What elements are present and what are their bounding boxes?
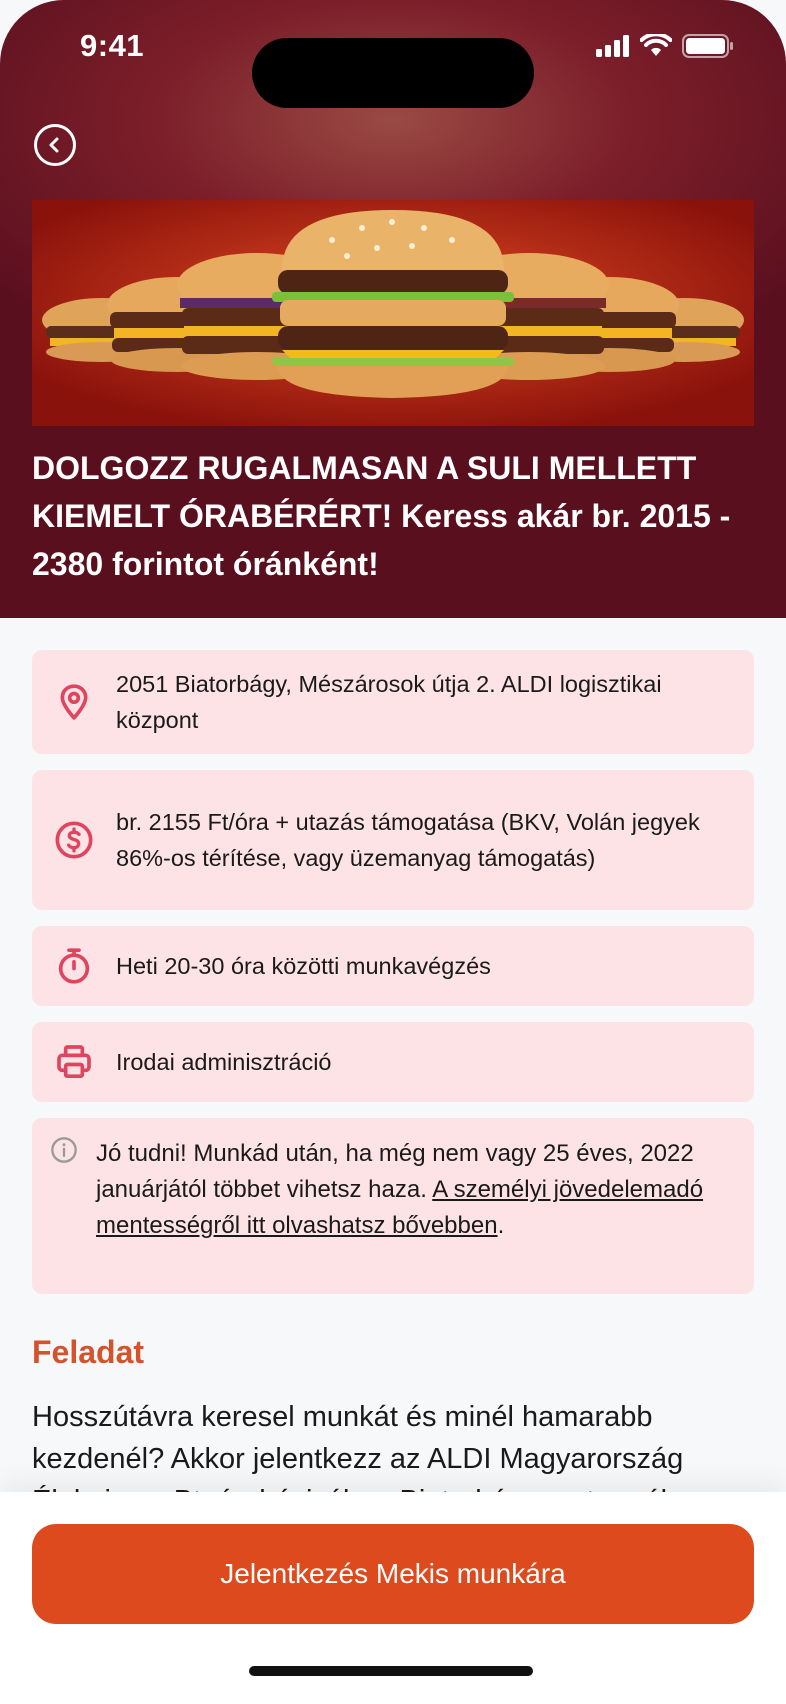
home-indicator: [249, 1666, 533, 1676]
job-title: DOLGOZZ RUGALMASAN A SULI MELLETT KIEMELT ÓRABÉRÉRT! Keress akár br. 2015 - 2380 forintot óránként!: [32, 450, 731, 582]
job-header: [0, 0, 786, 618]
location-pin-icon: [54, 682, 94, 722]
back-button[interactable]: [34, 124, 76, 166]
signal-icon: [596, 35, 630, 57]
bottom-bar: [0, 1492, 786, 1704]
hours-text: Heti 20-30 óra közötti munkavégzés: [116, 953, 491, 979]
tax-exemption-link[interactable]: A személyi jövedelemadó mentességről itt olvashatsz bővebben: [96, 1176, 704, 1239]
category-card: [32, 1022, 754, 1102]
info-card: [32, 1118, 754, 1294]
salary-text: br. 2155 Ft/óra + utazás támogatása (BKV, Volán jegyek 86%-os térítése, vagy üzemanyag támogatás): [116, 809, 700, 871]
status-icons: [596, 34, 734, 58]
dynamic-island: [252, 38, 534, 108]
info-end: .: [497, 1212, 505, 1239]
status-time: 9:41: [80, 28, 145, 63]
section-title: Feladat: [32, 1334, 145, 1370]
category-text: Irodai adminisztráció: [116, 1049, 332, 1075]
dollar-circle-icon: [54, 820, 94, 860]
wifi-icon: [640, 34, 672, 58]
info-icon: [50, 1136, 78, 1164]
hero-image: [32, 200, 754, 426]
info-text: [96, 1118, 754, 1244]
location-text: 2051 Biatorbágy, Mészárosok útja 2. ALDI logisztikai központ: [116, 671, 662, 733]
apply-button[interactable]: Jelentkezés Mekis munkára: [32, 1524, 754, 1624]
hours-card: [32, 926, 754, 1006]
stopwatch-icon: [54, 946, 94, 986]
battery-icon: [682, 34, 734, 58]
location-card: [32, 650, 754, 754]
burger-illustration: [32, 200, 754, 426]
chevron-left-icon: [46, 136, 64, 154]
printer-icon: [54, 1042, 94, 1082]
section-body: Hosszútávra keresel munkát és minél hamarabb kezdenél? Akkor jelentkezz az ALDI Magyarország: [32, 1401, 684, 1475]
salary-card: [32, 770, 754, 910]
info-body: Jó tudni! Munkád után, ha még nem vagy 25 éves, 2022 januárjától többet vihetsz haza.: [96, 1140, 694, 1203]
